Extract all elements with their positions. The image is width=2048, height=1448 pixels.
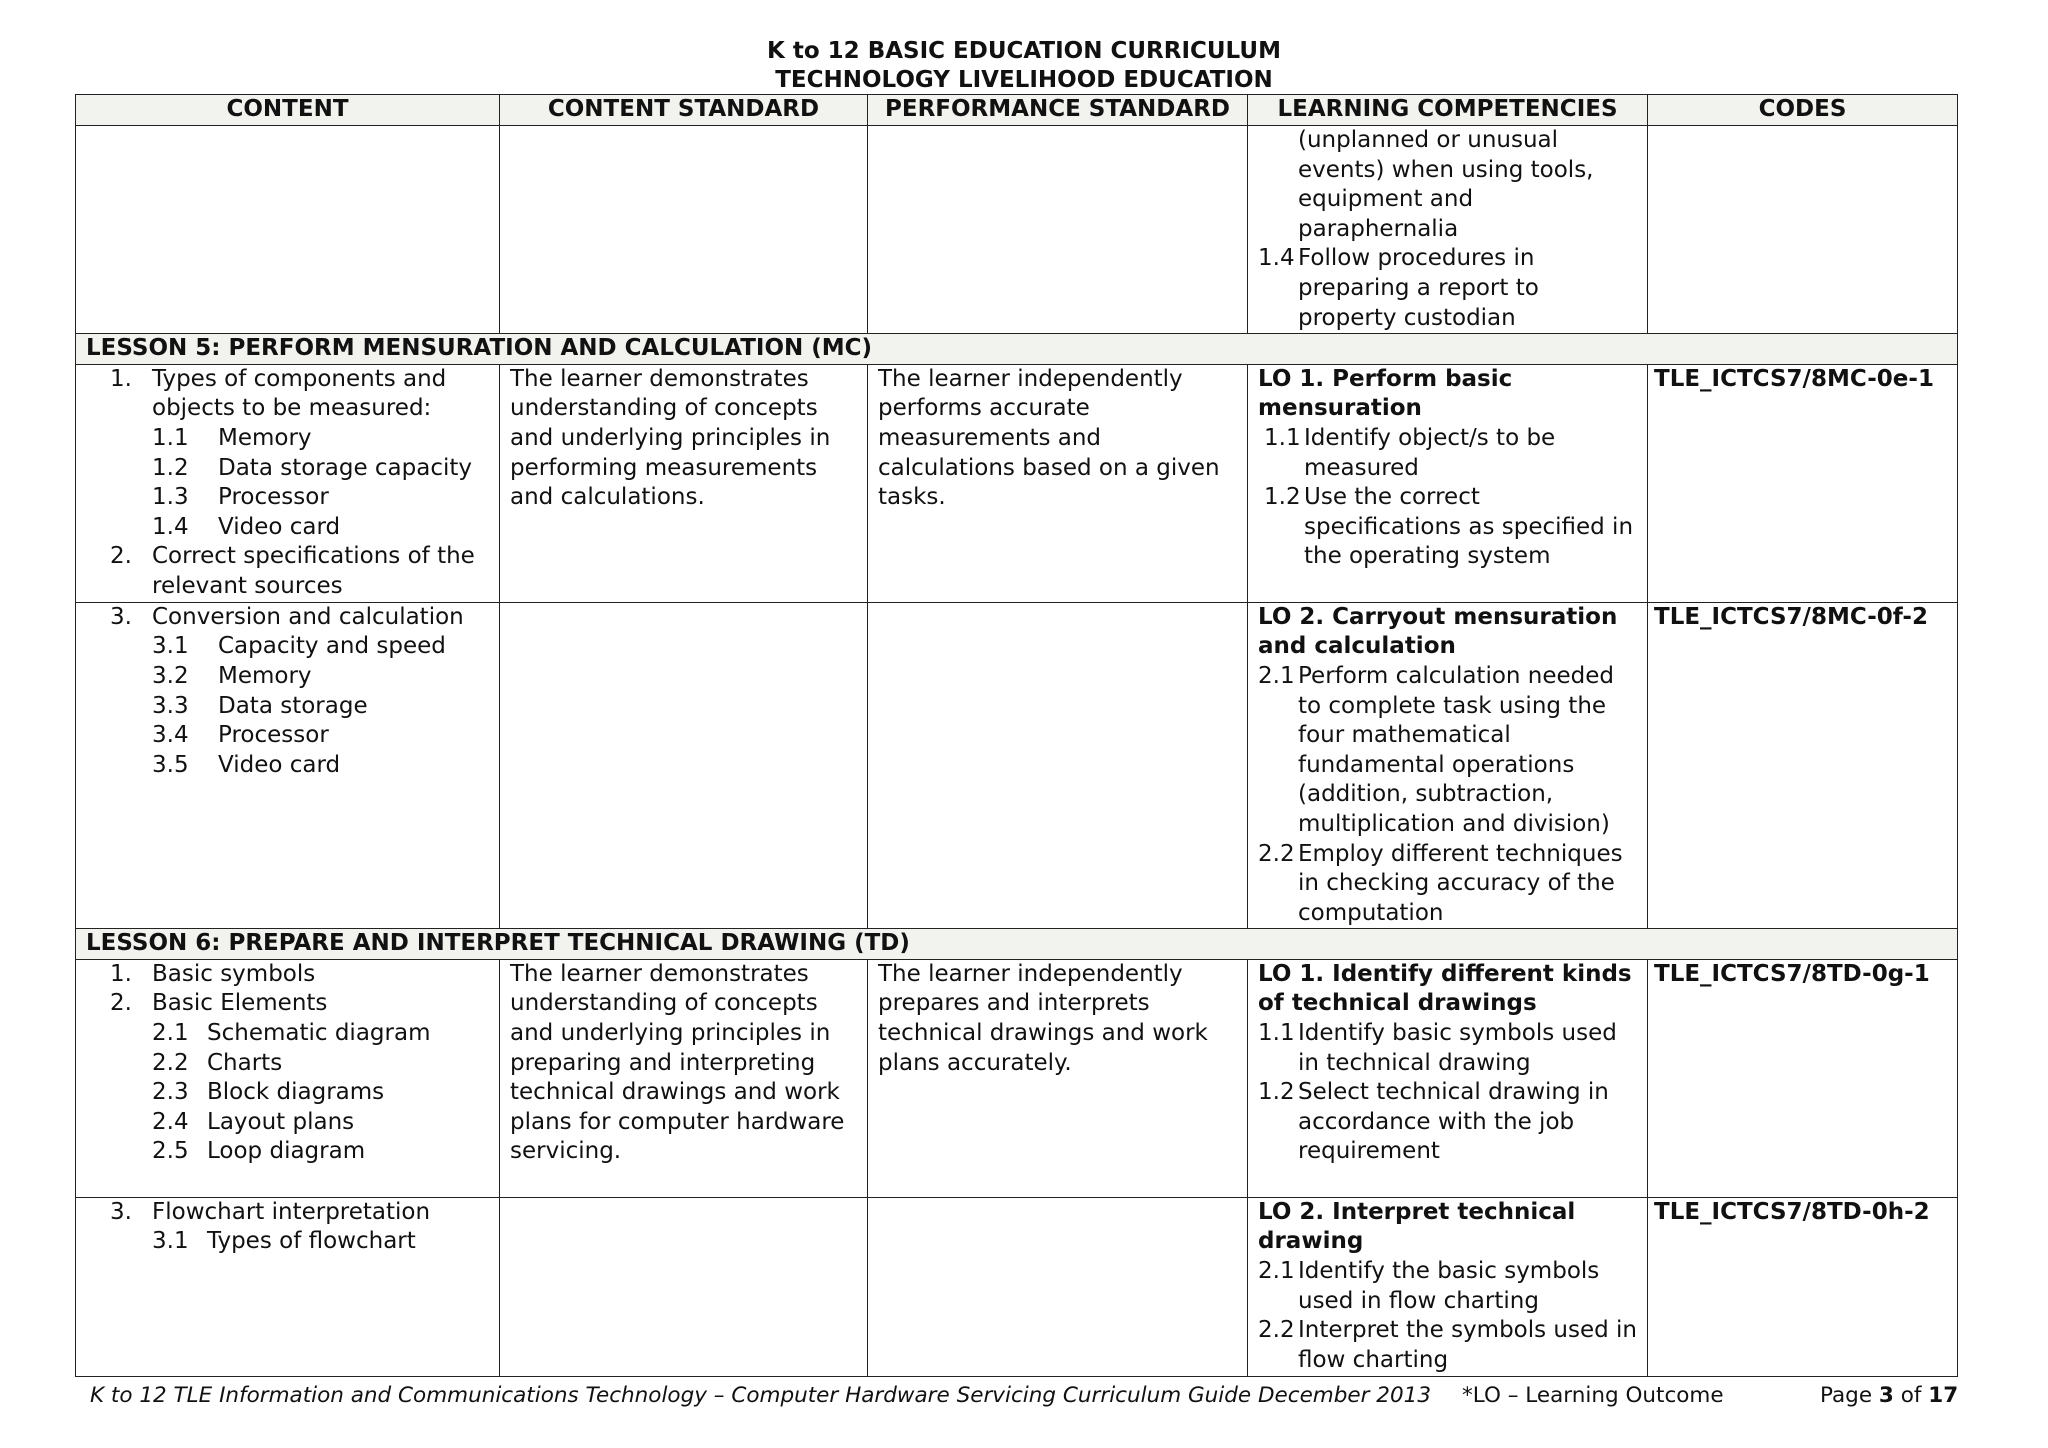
item-text: Block diagrams [207, 1079, 385, 1106]
list-item [152, 1108, 489, 1138]
competencies-cell [1248, 364, 1648, 602]
competencies-cell [1248, 602, 1648, 929]
item-text: Identify object/s to be measured [1304, 424, 1556, 481]
content-cell [76, 126, 500, 334]
col-header-content: CONTENT [76, 95, 500, 126]
item-number: 1.3 [152, 484, 189, 511]
lesson-title: LESSON 6: PREPARE AND INTERPRET TECHNICAL DRAWING (TD) [76, 929, 1958, 960]
col-header-content-standard: CONTENT STANDARD [500, 95, 868, 126]
table-header-row [76, 95, 1958, 126]
item-text: Processor [218, 722, 329, 749]
item-text: Flowchart interpretation [152, 1198, 431, 1225]
content-list [86, 542, 489, 601]
item-number: 2.2 [1258, 840, 1295, 867]
competency-list [1258, 1257, 1637, 1375]
col-header-learning-competencies: LEARNING COMPETENCIES [1248, 95, 1648, 126]
performance-standard-cell [868, 602, 1248, 929]
item-text: Capacity and speed [218, 633, 446, 660]
content-standard-cell [500, 1197, 868, 1376]
item-number: 1.2 [152, 454, 189, 481]
item-text: Data storage [218, 692, 368, 719]
learning-outcome-title: LO 2. Carryout mensuration and calculation [1258, 603, 1618, 660]
item-text: Follow procedures in preparing a report to property custodian [1298, 245, 1539, 331]
item-number: 1.2 [1258, 1079, 1295, 1106]
list-item [152, 454, 489, 484]
list-item [110, 1198, 489, 1228]
competency-list [1258, 244, 1637, 333]
page-number [1820, 1382, 1958, 1410]
lesson-title: LESSON 5: PERFORM MENSURATION AND CALCULATION (MC) [76, 334, 1958, 365]
code-cell [1648, 126, 1958, 334]
item-text: Conversion and calculation [152, 603, 464, 630]
item-number: 1.2 [1264, 484, 1301, 511]
content-sublist [86, 1227, 489, 1257]
item-text: Memory [218, 424, 312, 451]
col-header-performance-standard: PERFORMANCE STANDARD [868, 95, 1248, 126]
list-item [1258, 1078, 1637, 1167]
item-number: 2.5 [152, 1138, 189, 1165]
table-row [76, 602, 1958, 929]
item-text: Memory [218, 662, 312, 689]
list-item [152, 483, 489, 513]
list-item [1258, 840, 1637, 929]
code-cell: TLE_ICTCS7/8MC-0f-2 [1648, 602, 1958, 929]
lesson-heading-row [76, 334, 1958, 365]
table-row [76, 126, 1958, 334]
list-item [1258, 244, 1637, 333]
performance-standard-cell: The learner independently prepares and interprets technical drawings and work plans accurately. [868, 959, 1248, 1197]
list-item [110, 542, 489, 601]
item-text: Video card [218, 513, 341, 540]
item-number: 1. [110, 960, 132, 987]
table-row [76, 364, 1958, 602]
item-text: Data storage capacity [218, 454, 473, 481]
content-sublist [86, 632, 489, 780]
list-item [152, 424, 489, 454]
item-number: 3.1 [152, 633, 189, 660]
item-number: 1.1 [152, 424, 189, 451]
footer-lo-note: *LO – Learning Outcome [1462, 1383, 1724, 1408]
item-text: Identify the basic symbols used in flow charting [1298, 1258, 1600, 1314]
carryover-line: (unplanned or unusual [1298, 127, 1559, 153]
list-item [1264, 483, 1637, 572]
learning-outcome-title: LO 2. Interpret technical drawing [1258, 1198, 1576, 1255]
item-text: Loop diagram [207, 1138, 366, 1165]
competencies-cell [1248, 959, 1648, 1197]
list-item [152, 662, 489, 692]
item-number: 3. [110, 1198, 132, 1225]
content-cell [76, 1197, 500, 1376]
item-text: Select technical drawing in accordance with the job requirement [1298, 1079, 1609, 1165]
page-subtitle: TECHNOLOGY LIVELIHOOD EDUCATION [775, 67, 1273, 93]
item-text: Types of components and objects to be measured: [152, 365, 447, 422]
list-item [152, 513, 489, 543]
lesson-heading-row [76, 929, 1958, 960]
item-number: 2.1 [1258, 1258, 1295, 1285]
item-number: 2. [110, 990, 132, 1017]
item-text: Types of flowchart [207, 1228, 416, 1255]
content-sublist [86, 424, 489, 542]
item-number: 3.5 [152, 751, 189, 778]
content-list [86, 365, 489, 424]
content-standard-cell [500, 126, 868, 334]
item-number: 1.1 [1264, 424, 1301, 451]
item-number: 2.4 [152, 1108, 189, 1135]
item-number: 1.4 [1258, 245, 1295, 272]
learning-outcome-title: LO 1. Identify different kinds of technical drawings [1258, 960, 1632, 1017]
performance-standard-cell: The learner independently performs accurate measurements and calculations based on a given tasks. [868, 364, 1248, 602]
item-text: Schematic diagram [207, 1020, 431, 1047]
performance-standard-cell [868, 126, 1248, 334]
item-number: 2.2 [1258, 1317, 1295, 1344]
item-number: 1.1 [1258, 1020, 1295, 1047]
content-list [86, 960, 489, 1019]
list-item [110, 365, 489, 424]
list-item [1258, 662, 1637, 840]
item-text: Interpret the symbols used in flow charting [1298, 1317, 1638, 1373]
item-number: 3.4 [152, 722, 189, 749]
code-cell: TLE_ICTCS7/8TD-0h-2 [1648, 1197, 1958, 1376]
carryover-line: events) when using tools, [1298, 156, 1594, 183]
content-standard-cell: The learner demonstrates understanding of concepts and underlying principles in preparing and interpreting technical drawings and work plans for computer hardware servicing. [500, 959, 868, 1197]
list-item [152, 1049, 489, 1079]
list-item [152, 721, 489, 751]
list-item [1258, 1257, 1637, 1316]
table-row [76, 1197, 1958, 1376]
item-number: 3.2 [152, 662, 189, 689]
learning-outcome-title: LO 1. Perform basic mensuration [1258, 365, 1513, 422]
code-cell: TLE_ICTCS7/8TD-0g-1 [1648, 959, 1958, 1197]
item-text: Basic symbols [152, 960, 316, 987]
page-total: 17 [1928, 1383, 1959, 1408]
list-item [1264, 424, 1637, 483]
item-number: 2.3 [152, 1079, 189, 1106]
list-item [152, 692, 489, 722]
item-text: Correct specifications of the relevant sources [152, 543, 475, 599]
page-of: of [1900, 1383, 1922, 1408]
competency-list [1258, 1019, 1637, 1167]
list-item [1258, 1019, 1637, 1078]
item-text: Identify basic symbols used in technical drawing [1298, 1020, 1617, 1076]
curriculum-table [75, 94, 1958, 1377]
performance-standard-cell [868, 1197, 1248, 1376]
list-item [1258, 1316, 1637, 1375]
list-item [152, 751, 489, 781]
item-text: Layout plans [207, 1108, 355, 1135]
item-text: Charts [207, 1049, 283, 1076]
item-text: Video card [218, 751, 341, 778]
item-number: 3.1 [152, 1228, 189, 1255]
list-item [152, 1019, 489, 1049]
item-text: Basic Elements [152, 990, 328, 1017]
list-item [152, 1078, 489, 1108]
footer-document-title: K to 12 TLE Information and Communications Technology – Computer Hardware Servicing Curriculum Guide December 2013 [90, 1383, 1432, 1408]
item-number: 3. [110, 603, 132, 630]
list-item [152, 1137, 489, 1167]
content-list [86, 603, 489, 633]
item-text: Use the correct specifications as specified in the operating system [1304, 484, 1634, 570]
item-number: 3.3 [152, 692, 189, 719]
item-text: Perform calculation needed to complete task using the four mathematical fundamental operations (addition, subtraction, multiplication and division) [1298, 662, 1615, 837]
page-current: 3 [1878, 1383, 1894, 1408]
item-number: 1. [110, 365, 132, 392]
item-text: Processor [218, 484, 329, 511]
item-number: 2. [110, 543, 132, 570]
competencies-cell [1248, 126, 1648, 334]
list-item [152, 632, 489, 662]
competency-list [1258, 662, 1637, 928]
competencies-cell [1248, 1197, 1648, 1376]
code-cell: TLE_ICTCS7/8MC-0e-1 [1648, 364, 1958, 602]
item-number: 2.1 [1258, 662, 1295, 689]
col-header-codes: CODES [1648, 95, 1958, 126]
list-item [152, 1227, 489, 1257]
page-prefix: Page [1820, 1383, 1873, 1408]
item-number: 2.1 [152, 1020, 189, 1047]
content-sublist [86, 1019, 489, 1167]
item-number: 1.4 [152, 513, 189, 540]
item-number: 2.2 [152, 1049, 189, 1076]
competency-list [1258, 424, 1637, 572]
content-standard-cell: The learner demonstrates understanding of concepts and underlying principles in performing measurements and calculations. [500, 364, 868, 602]
carryover-line: equipment and paraphernalia [1298, 186, 1474, 242]
page-title: K to 12 BASIC EDUCATION CURRICULUM [767, 38, 1281, 64]
list-item [110, 989, 489, 1019]
content-list [86, 1198, 489, 1228]
list-item [110, 603, 489, 633]
item-text: Employ different techniques in checking accuracy of the computation [1298, 840, 1623, 926]
list-item [110, 960, 489, 990]
table-row [76, 959, 1958, 1197]
content-cell [76, 602, 500, 929]
content-standard-cell [500, 602, 868, 929]
content-cell [76, 364, 500, 602]
content-cell [76, 959, 500, 1197]
